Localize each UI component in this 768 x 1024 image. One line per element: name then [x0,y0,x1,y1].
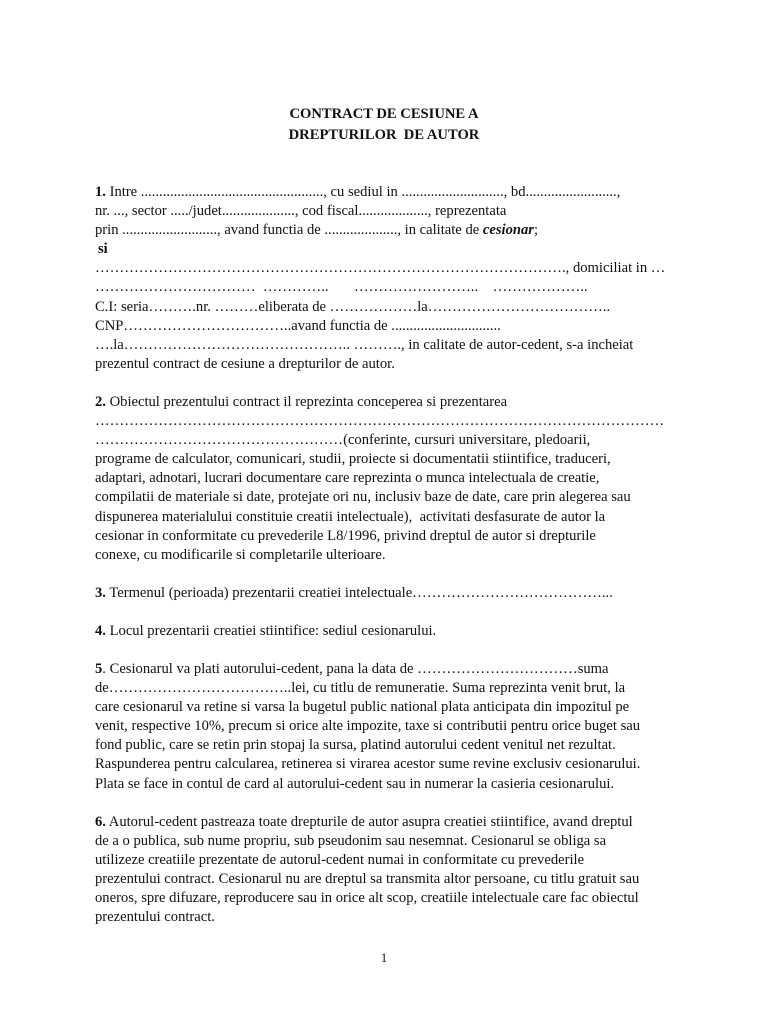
section-1-line-6: …………………………… ………….. …………………….. ……………….. [95,279,592,296]
section-3-number: 3. [95,584,106,601]
section-6-number: 6. [95,813,106,830]
spacer [95,565,695,584]
section-6 [95,813,695,928]
section-4-line-1 [95,622,695,641]
section-5-text-1: . Cesionarul va plati autorului-cedent, pana la data de ……………………………suma [102,660,609,677]
section-2-line-3: ……………………………………………(conferinte, cursuri universitare, pledoarii, [95,432,591,449]
section-2-line-8: cesionar in conformitate cu prevederile L8/1996, privind dreptul de autor si drepturile [95,527,596,544]
spacer [95,603,695,622]
section-6-line-2: de a o publica, sub nume propriu, sub pseudonim sau nesemnat. Cesionarul se obliga sa [95,832,607,849]
si-connector: si [98,241,108,258]
section-6-line-3: utilizeze creatiile prezentate de autorul-cedent numai in conformitate cu prevederile [95,851,585,868]
section-2-text-1: Obiectul prezentului contract il reprezinta conceperea si prezentarea [105,393,508,410]
section-6-line-5: oneros, spre difuzare, reproducere sau in orice alt scop, creatiile intelectuale care fac obiectul [95,890,639,906]
spacer [95,641,695,660]
section-1-text-3a: prin .........................., avand functia de ...................., in calitate de [95,222,483,239]
spacer [95,374,695,393]
section-1-line-8: CNP……………………………..avand functia de .............................. [95,317,501,334]
section-5-number: 5 [95,660,103,677]
section-5-line-1 [95,660,695,679]
spacer [95,794,695,813]
title-line-2: DREPTURILOR DE AUTOR [288,127,480,143]
section-5-line-4: venit, respective 10%, precum si orice alte impozite, taxe si contributii pentru orice buget sau [95,718,641,735]
section-5-line-7: Plata se face in contul de card al autorului-cedent sau in numerar la casieria cesionarului. [95,775,615,792]
section-6-text-1: Autorul-cedent pastreaza toate drepturile de autor asupra creatiei stiintifice, avand dreptul [105,813,633,830]
section-1-line-9: ….la……………………………………….. ………., in calitate de autor-cedent, s-a incheiat [95,336,634,353]
page-number: 1 [380,950,388,965]
section-2-line-4: programe de calculator, comunicari, studii, proiecte si documentatii stiintifice, traduceri, [95,451,611,468]
section-5-line-6: Raspunderea pentru calcularea, retinerea si virarea acestor sume revine exclusiv cesionarului. [95,756,641,773]
section-1-line-3 [95,221,695,240]
section-3-line-1 [95,584,695,603]
section-2-line-9: conexe, cu modificarile si completarile ulterioare. [95,546,386,563]
section-6-line-4: prezentului contract. Cesionarul nu are dreptul sa transmita altor persoane, cu titlu gratuit sau [95,870,640,887]
section-2-line-2: ……………………………………………………………………………………………………… [95,413,665,430]
section-1-line-1 [95,183,695,202]
section-2-line-5: adaptari, adnotari, lucrari documentare care reprezinta o munca intelectuala de creatie, [95,470,600,487]
section-5 [95,660,695,794]
section-1-line-7: C.I: seria……….nr. ………eliberata de ………………la……………………………….. [95,298,611,315]
section-1-line-5: ……………………………………………………………………………………., domiciliat in … [95,260,666,277]
section-6-line-1 [95,813,695,832]
section-1-line-2: nr. ..., sector ...../judet...................., cod fiscal..................., reprezentata [95,203,507,220]
title-line-1: CONTRACT DE CESIUNE A [289,106,479,122]
section-2-number: 2. [95,393,106,410]
section-3 [95,584,695,603]
section-1-text-3c: ; [533,222,539,239]
section-1-line-10: prezentul contract de cesiune a drepturilor de autor. [95,355,395,372]
section-5-line-3: care cesionarul va retine si varsa la bugetul public national plata anticipata din impozitul pe [95,699,630,716]
section-2-line-6: compilatii de materiale si date, protejate ori nu, inclusiv baze de date, care prin alegerea sau [95,489,631,506]
section-2-line-1 [95,393,695,412]
section-1 [95,183,695,374]
section-2-line-7: dispunerea materialului constituie creatii intelectuale), activitati desfasurate de autor la [95,508,606,525]
section-5-line-5: fond public, care se retin prin stopaj la sursa, platind autorului cedent venitul net rezultat. [95,737,616,754]
section-5-line-2: de………………………………..lei, cu titlu de remuneratie. Suma reprezinta venit brut, la [95,680,626,697]
section-3-text-1: Termenul (perioada) prezentarii creatiei intelectuale…………………………………... [105,584,613,601]
section-2 [95,393,695,565]
section-1-text-1: Intre .................................................., cu sediul in ............................, bd........................., [105,184,621,200]
section-4-text-1: Locul prezentarii creatiei stiintifice: sediul cesionarului. [105,622,437,639]
section-4 [95,622,695,641]
cesionar-label: cesionar [482,222,534,239]
section-1-number: 1. [95,184,106,200]
contract-body [95,183,695,927]
contract-title [0,104,768,146]
section-6-line-6: prezentului contract. [95,909,215,926]
section-4-number: 4. [95,622,106,639]
